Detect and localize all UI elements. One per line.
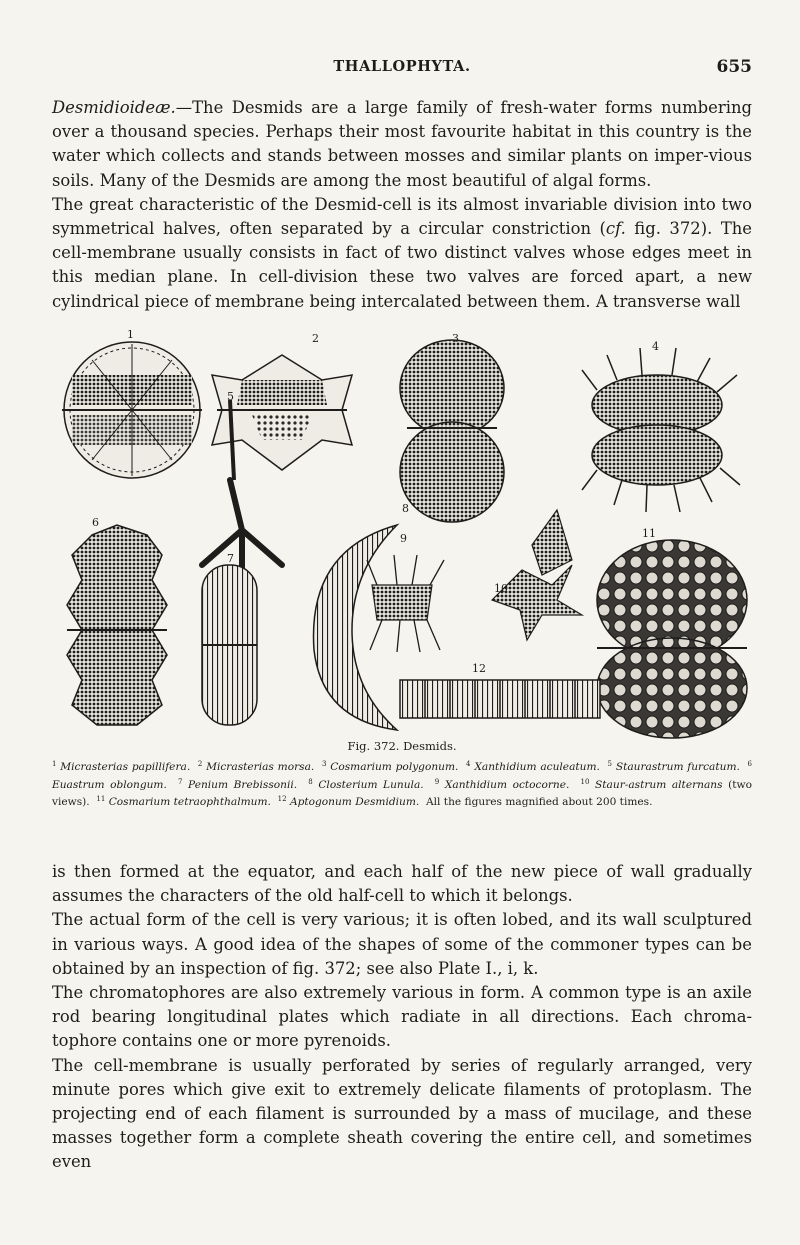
caption-species: Micrasterias papillifera.	[60, 761, 191, 773]
paragraph-intro-text: —The Desmids are a large family of fresh-water forms numbering over a thousand species. Perhaps their most favourite habitat in this country is the water which collects and stands between mosses and similar plants on imper-vious soils. Many of the Desmids are among the most beautiful of algal forms.	[52, 98, 752, 190]
caption-num: 3	[321, 760, 327, 768]
desmid-12-aptogonum-desmidium	[400, 680, 600, 718]
caption-num: 6	[747, 760, 752, 768]
fig-label-1: 1	[127, 330, 134, 341]
desmid-10-staurastrum-alternans	[492, 510, 582, 640]
desmid-6-euastrum-oblongum	[67, 525, 167, 725]
section-title: Desmidioideæ.	[52, 98, 176, 117]
figure-title: Fig. 372. Desmids.	[347, 739, 457, 753]
fig-label-11: 11	[642, 527, 656, 540]
caption-num: 5	[607, 760, 612, 768]
desmid-9-xanthidium-octocorne	[367, 555, 444, 652]
fig-label-12: 12	[472, 662, 486, 675]
paragraph-intro	[52, 96, 752, 193]
caption-species: Cosmarium polygonum.	[330, 761, 459, 773]
paragraph-form: The actual form of the cell is very various; it is often lobed, and its wall sculptured in various ways. A good idea of the shapes of some of the commoner types can be obtained by an inspection of fig. 372; see also Plate I., i, k.	[52, 910, 752, 978]
caption-species: Penium Brebissonii.	[188, 778, 298, 791]
caption-num: 1	[52, 760, 57, 768]
caption-num: 9	[434, 777, 440, 786]
caption-species: Euastrum oblongum.	[52, 778, 167, 791]
paragraph-chromatophores: The chromatophores are also extremely various in form. A common type is an axile rod bearing longitudinal plates which radiate in all directions. Each chroma-tophore contains one or more pyrenoids.	[52, 983, 752, 1051]
caption-num: 4	[466, 760, 471, 768]
paragraph-membrane: The cell-membrane is usually perforated by series of regularly arranged, very minute pores which give exit to extremely delicate filaments of protoplasm. The projecting end of each filament is surrounded by a mass of mucilage, and these masses together form a complete sheath covering the entire cell, and sometimes even	[52, 1055, 752, 1172]
fig-label-2: 2	[312, 332, 319, 345]
fig-label-4: 4	[652, 340, 659, 353]
figure-caption	[52, 757, 752, 810]
fig-label-6: 6	[92, 516, 99, 529]
caption-species: Cosmarium tetraophthalmum.	[108, 796, 271, 809]
caption-species: Xanthidium aculeatum.	[474, 761, 600, 773]
fig-label-9: 9	[400, 532, 407, 545]
desmids-figure	[52, 330, 762, 740]
desmid-8-closterium-lunula	[313, 525, 397, 730]
paragraph-characteristic-text-a: The great characteristic of the Desmid-cell is its almost invariable division into two symmetrical halves, often separated by a circular constriction (	[52, 194, 752, 239]
caption-num: 8	[308, 777, 313, 786]
caption-species: Staur-astrum alternans	[595, 778, 723, 791]
caption-num: 7	[178, 777, 183, 786]
caption-species: Micrasterias morsa.	[206, 761, 315, 773]
page-number: 655	[716, 57, 752, 77]
caption-species: Staurastrum furcatum.	[615, 761, 740, 773]
caption-tail: All the figures magnified about 200 times.	[426, 796, 653, 809]
page-header	[52, 58, 752, 82]
top-text-block	[52, 96, 752, 314]
desmid-3-cosmarium-polygonum	[400, 340, 504, 522]
fig-label-3: 3	[452, 332, 459, 345]
desmid-4-xanthidium-aculeatum	[582, 348, 740, 512]
paragraph-equator: is then formed at the equator, and each half of the new piece of wall gradually assumes the characters of the old half-cell to which it belongs.	[52, 862, 752, 906]
fig-label-8: 8	[402, 502, 409, 515]
caption-note: (two views).	[52, 778, 752, 809]
desmids-illustration	[52, 330, 762, 740]
paragraph-characteristic	[52, 193, 752, 314]
caption-num: 11	[96, 795, 106, 804]
fig-label-7: 7	[227, 552, 234, 565]
caption-num: 12	[277, 795, 287, 804]
running-head: THALLOPHYTA.	[333, 58, 471, 75]
desmid-11-cosmarium-tetraophthalmum	[597, 540, 747, 738]
cf-abbrev: cf.	[605, 219, 626, 239]
bottom-text-block	[52, 860, 752, 1175]
caption-species: Aptogonum Desmidium.	[289, 796, 420, 809]
fig-label-10: 10	[494, 582, 508, 595]
desmid-1-micrasterias-papillifera	[62, 342, 202, 478]
fig-label-5: 5	[227, 390, 234, 403]
caption-num: 2	[197, 760, 203, 768]
caption-species: Closterium Lunula.	[318, 778, 424, 791]
caption-num: 10	[580, 777, 590, 786]
caption-species: Xanthidium octocorne.	[444, 778, 570, 791]
paragraph-characteristic-text-b: fig. 372). The cell-membrane usually consists in fact of two distinct valves whose edges meet in this median plane. In cell-division these two valves are forced apart, a new cylindrical piece of membrane being intercalated between them. A transverse wall	[52, 219, 753, 311]
desmid-7-penium-brebissonii	[202, 565, 257, 725]
